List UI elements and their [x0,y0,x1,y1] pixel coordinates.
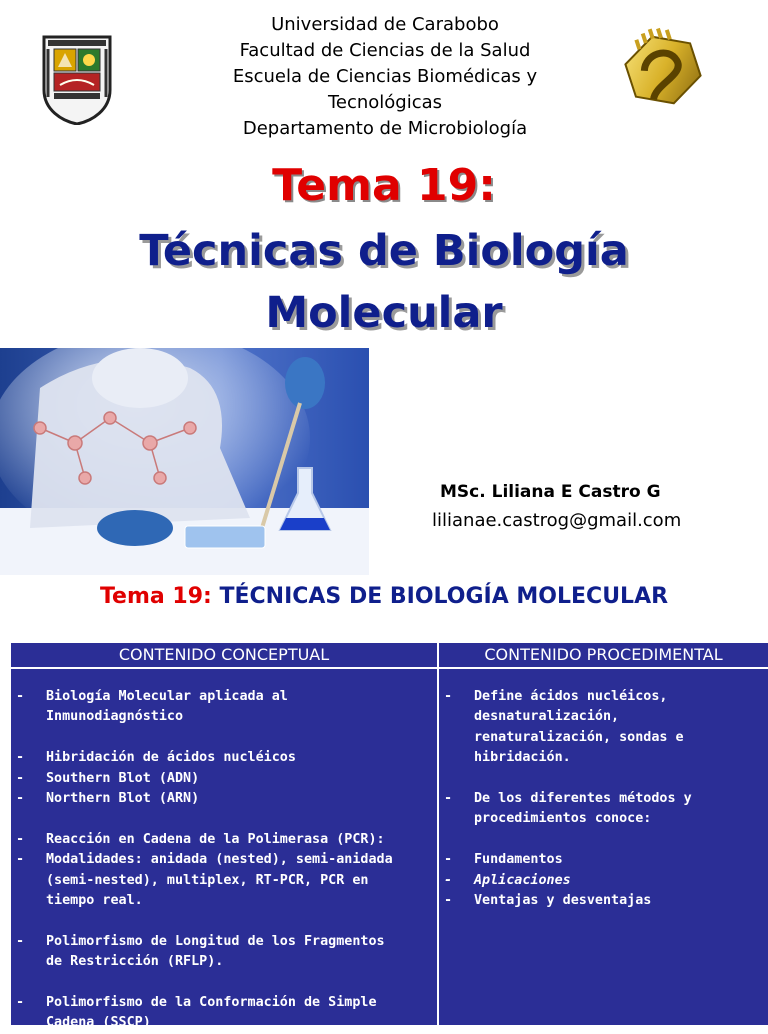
header-line-faculty: Facultad de Ciencias de la Salud [239,40,531,61]
list-item-continuation: procedimientos conoce: [474,811,652,827]
list-item: - Modalidades: anidada (nested), semi-anidada [16,852,393,868]
list-item: - Fundamentos [444,852,563,868]
list-item: - Northern Blot (ARN) [16,791,200,807]
list-item: - Polimorfismo de la Conformación de Simple [16,995,377,1011]
list-item: - Southern Blot (ADN) [16,770,200,786]
section-title-prefix: Tema 19: [99,584,212,609]
list-item: - Define ácidos nucléicos, [444,689,668,704]
lab-scientist-photo [0,348,369,575]
list-item-continuation: (semi-nested), multiplex, RT-PCR, PCR en [46,872,369,888]
list-item: - Polimorfismo de Longitud de los Fragmentos [16,933,385,949]
faculty-emblem-logo [617,25,709,115]
list-item: - Reacción en Cadena de la Polimerasa (PCR): [16,831,385,847]
list-item-continuation: renaturalización, sondas e [474,729,684,745]
author-email: lilianae.castrog@gmail.com [432,510,682,531]
procedural-content-list [444,687,764,911]
table-header-procedural: CONTENIDO PROCEDIMENTAL [439,643,768,669]
header-line-school: Escuela de Ciencias Biomédicas y [232,66,538,87]
section-title-text: TÉCNICAS DE BIOLOGÍA MOLECULAR [219,584,669,609]
list-item: - Ventajas y desventajas [444,893,652,909]
list-item-continuation: de Restricción (RFLP). [46,954,224,970]
header-line-university: Universidad de Carabobo [271,14,499,35]
section-title [0,584,768,609]
university-shield-logo [42,35,112,125]
table-column-divider [437,643,439,1025]
list-item-continuation: desnaturalización, [474,709,620,725]
university-header [150,12,620,142]
slide-title-topic: Tema 19: [272,160,496,211]
table-header-conceptual: CONTENIDO CONCEPTUAL [11,643,439,669]
list-item-continuation: Cadena (SSCP) [46,1015,151,1031]
author-name: MSc. Liliana E Castro G [440,482,661,502]
conceptual-content-list [16,687,436,1034]
list-item: - De los diferentes métodos y [444,791,692,807]
header-line-department: Departamento de Microbiología [242,118,528,139]
list-item-continuation: Inmunodiagnóstico [46,709,184,725]
content-table [10,642,768,1031]
slide-title-line-2: Técnicas de Biología [139,226,629,276]
list-item: - Aplicaciones [444,872,571,888]
list-item-continuation: hibridación. [474,750,571,766]
slide-title-line-3: Molecular [265,288,503,338]
header-line-school-cont: Tecnológicas [327,92,443,113]
list-item: - Biología Molecular aplicada al [16,689,288,704]
list-item: - Hibridación de ácidos nucléicos [16,750,296,766]
list-item-continuation: tiempo real. [46,893,143,909]
